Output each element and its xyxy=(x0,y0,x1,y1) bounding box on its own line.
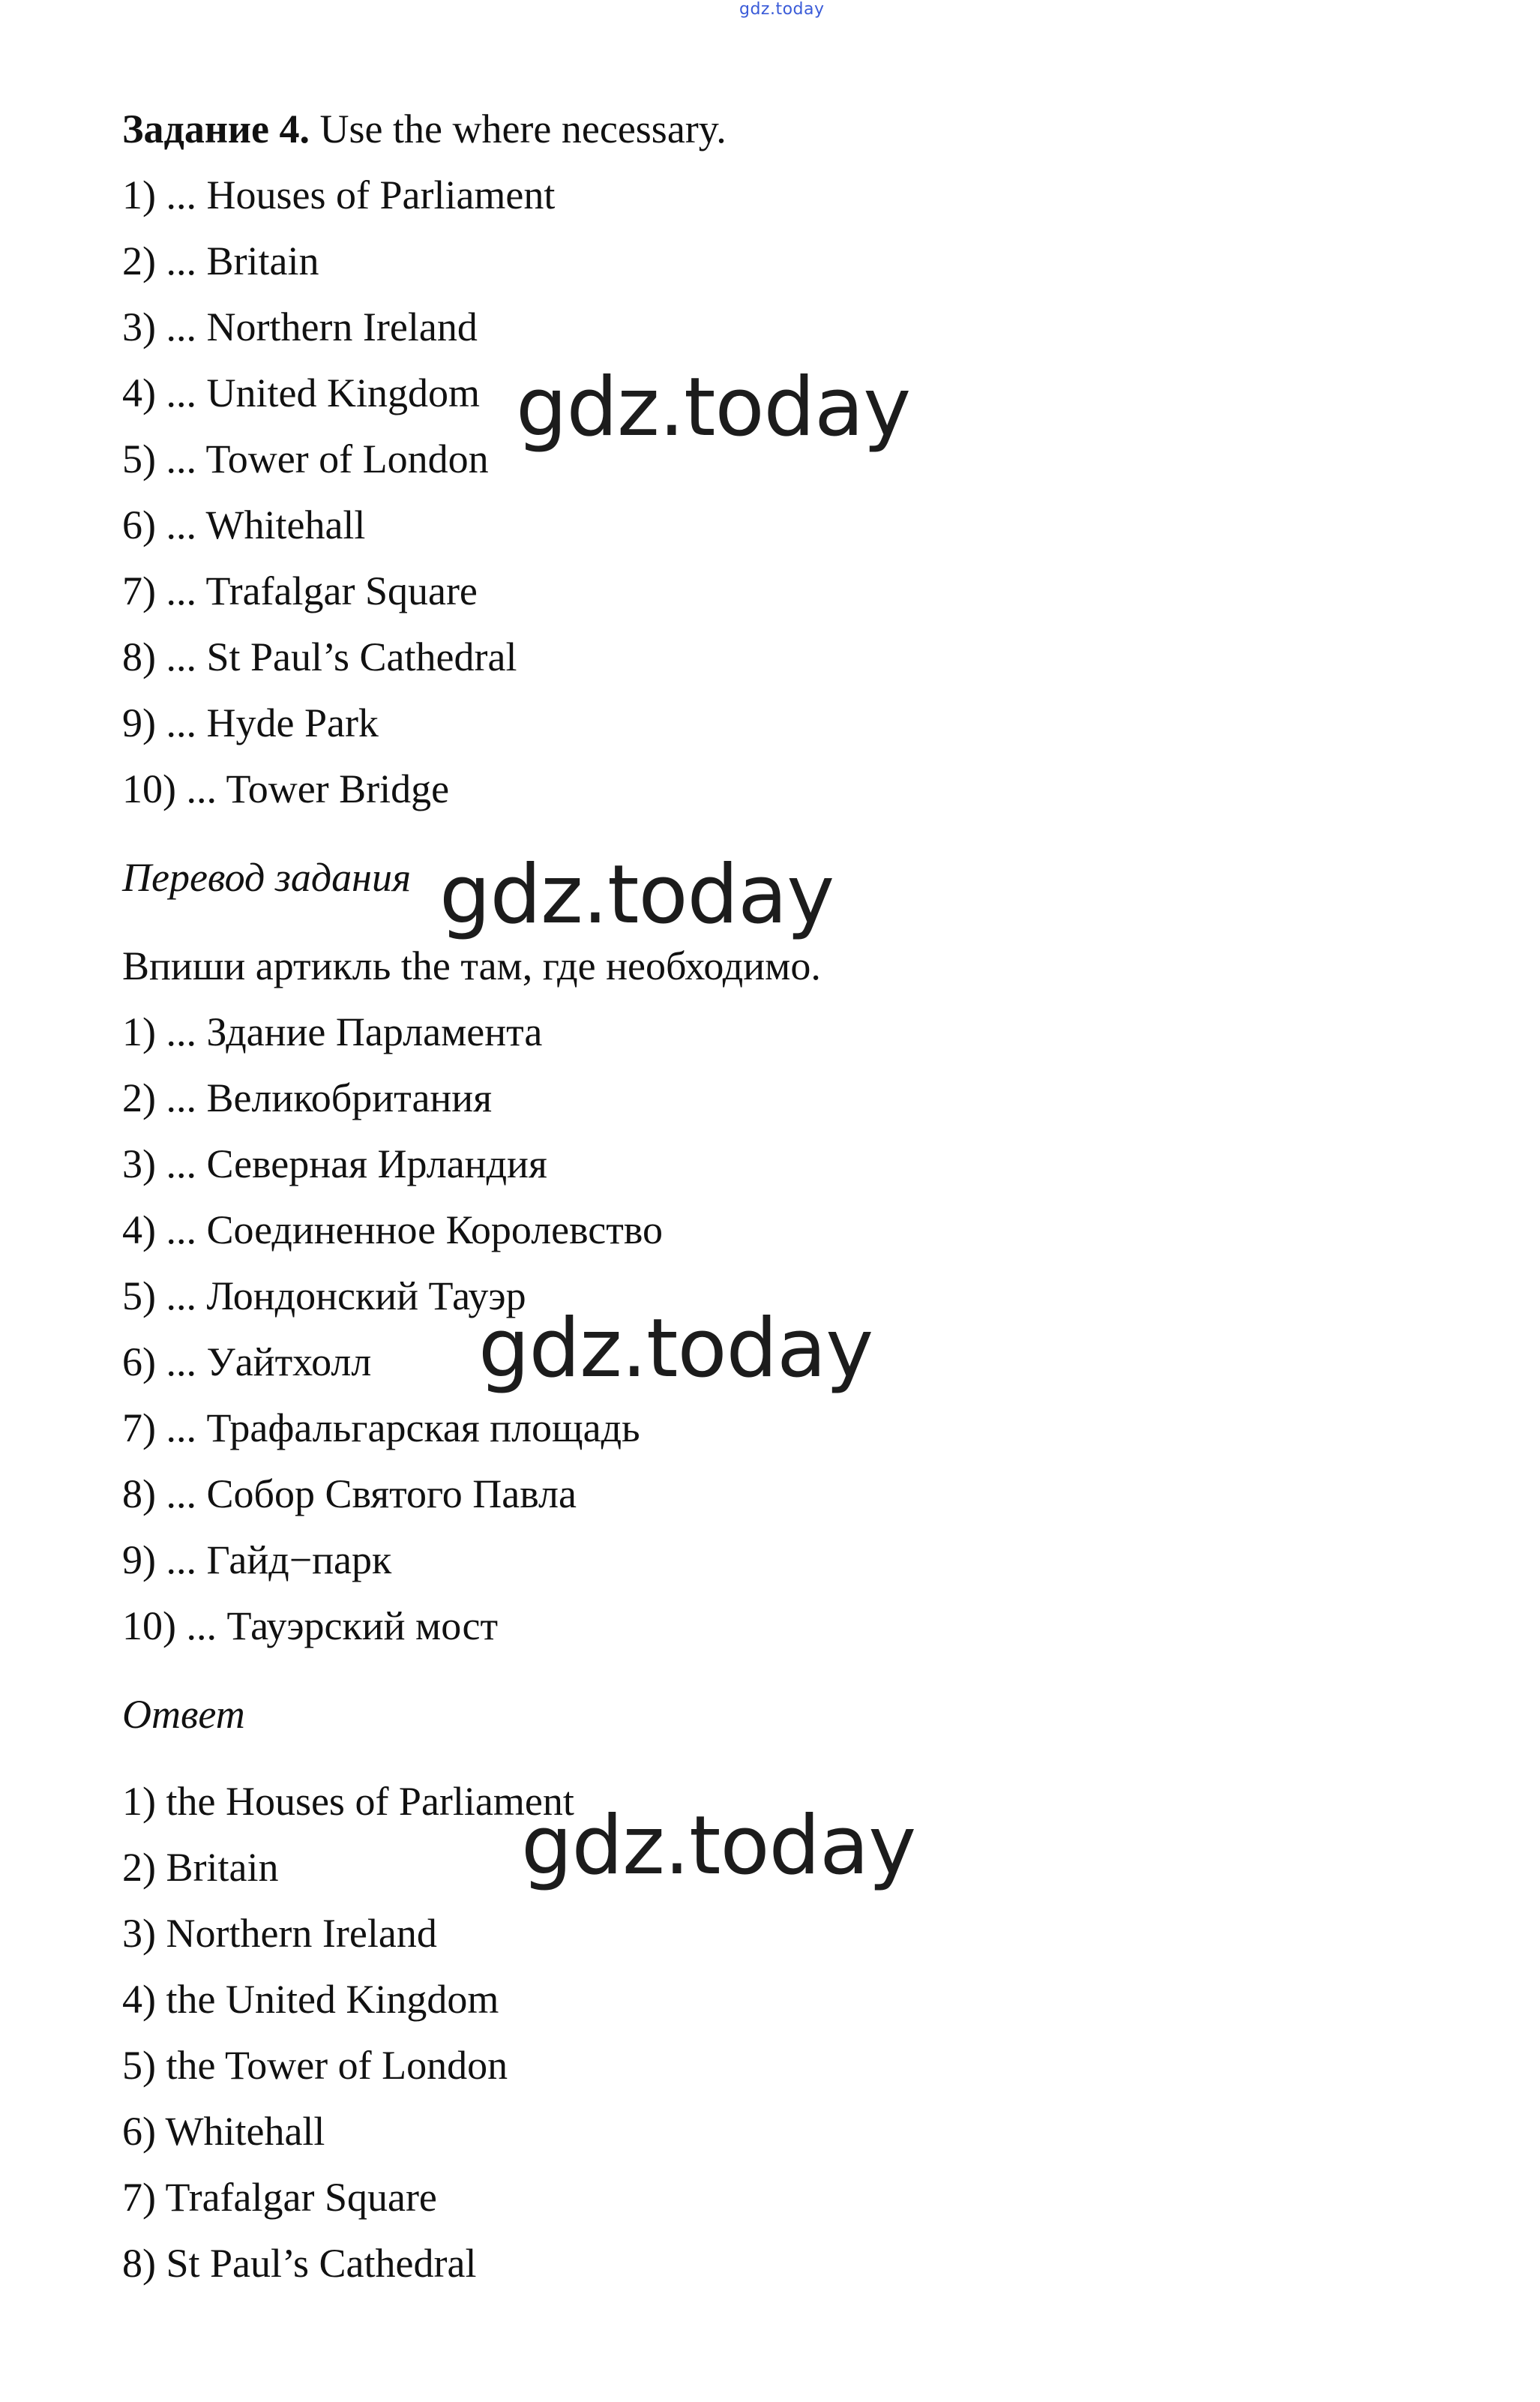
watermark: gdz.today xyxy=(516,361,911,454)
task-item: 6) ... Whitehall xyxy=(122,502,366,547)
answer-item: 3) Northern Ireland xyxy=(122,1911,437,1956)
task-item: 9) ... Hyde Park xyxy=(122,700,379,745)
task-item: 4) ... United Kingdom xyxy=(122,370,480,415)
translation-item: 3) ... Северная Ирландия xyxy=(122,1141,547,1186)
task-item: 7) ... Trafalgar Square xyxy=(122,568,478,613)
translation-item: 6) ... Уайтхолл xyxy=(122,1339,372,1384)
watermark: gdz.today xyxy=(478,1302,873,1396)
task-title-bold: Задание 4. xyxy=(122,106,310,151)
task-title-rest: Use the where necessary. xyxy=(310,106,727,151)
watermark: gdz.today xyxy=(439,848,834,942)
translation-heading: Перевод задания xyxy=(122,855,412,900)
task-item: 8) ... St Paul’s Cathedral xyxy=(122,634,517,679)
task-item: 10) ... Tower Bridge xyxy=(122,766,450,811)
watermark: gdz.today xyxy=(521,1799,916,1893)
translation-item: 2) ... Великобритания xyxy=(122,1075,493,1120)
translation-item: 8) ... Собор Святого Павла xyxy=(122,1471,577,1516)
translation-item: 10) ... Тауэрский мост xyxy=(122,1603,499,1648)
answer-item: 7) Trafalgar Square xyxy=(122,2175,437,2220)
translation-item: 1) ... Здание Парламента xyxy=(122,1009,543,1054)
translation-item: 4) ... Соединенное Королевство xyxy=(122,1207,663,1252)
task-list xyxy=(122,162,1472,822)
translation-item: 9) ... Гайд−парк xyxy=(122,1537,392,1582)
task-item: 5) ... Tower of London xyxy=(122,436,489,481)
answer-heading: Ответ xyxy=(122,1692,245,1737)
answer-item: 4) the United Kingdom xyxy=(122,1977,499,2022)
translation-item: 7) ... Трафальгарская площадь xyxy=(122,1405,640,1450)
answer-item: 5) the Tower of London xyxy=(122,2043,508,2088)
answer-item: 8) St Paul’s Cathedral xyxy=(122,2241,477,2286)
task-item: 2) ... Britain xyxy=(122,238,319,283)
translation-instruction: Впиши артикль the там, где необходимо. xyxy=(122,943,821,988)
task-item: 3) ... Northern Ireland xyxy=(122,304,478,349)
translation-item: 5) ... Лондонский Тауэр xyxy=(122,1273,526,1318)
answer-item: 6) Whitehall xyxy=(122,2109,325,2154)
answer-item: 1) the Houses of Parliament xyxy=(122,1779,574,1824)
answer-item: 2) Britain xyxy=(122,1845,279,1890)
task-item: 1) ... Houses of Parliament xyxy=(122,172,556,217)
task-title xyxy=(122,96,1472,162)
top-watermark: gdz.today xyxy=(739,0,825,19)
